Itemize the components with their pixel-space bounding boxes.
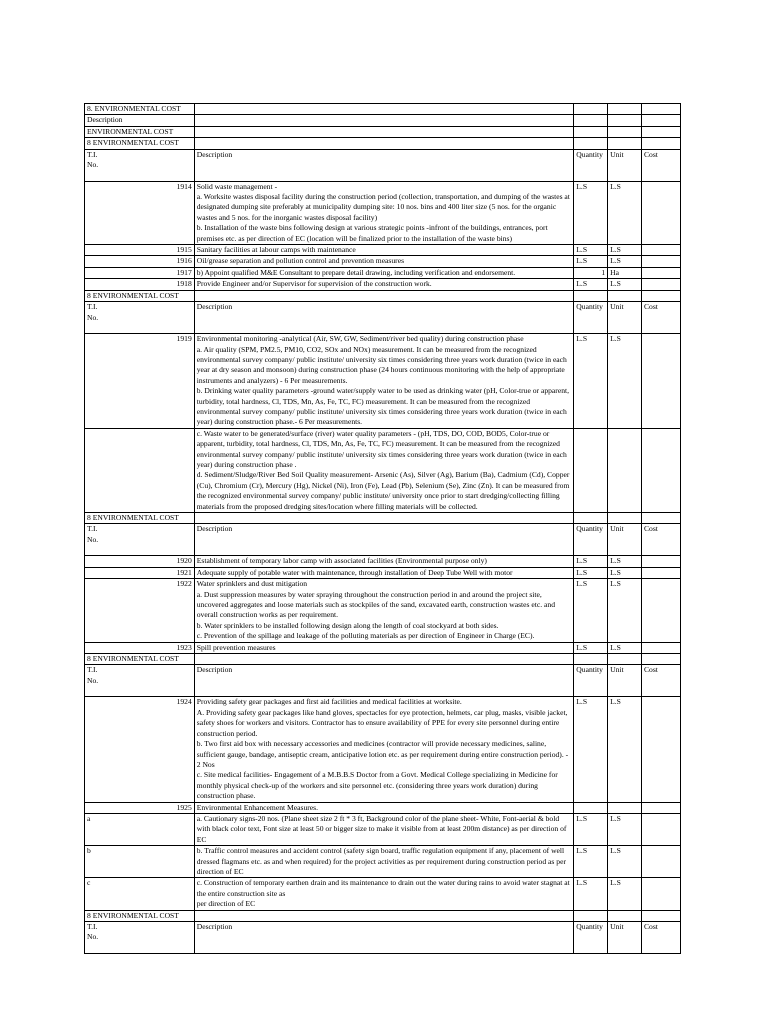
item-number: 1921 [85,567,195,578]
empty-cell [574,910,608,921]
item-quantity: L.S [574,279,608,290]
empty-cell [574,126,608,137]
item-cost [641,567,680,578]
item-cost [641,428,680,512]
item-cost [641,813,680,845]
empty-cell [608,115,642,126]
header-quantity: Quantity [574,665,608,697]
header-description: Description [194,524,574,556]
item-number: 1920 [85,556,195,567]
empty-cell [641,290,680,301]
item-number: b [85,846,195,878]
column-header-row [85,665,681,697]
empty-cell [574,138,608,149]
header-quantity: Quantity [574,149,608,181]
header-unit: Unit [608,149,642,181]
empty-cell [641,138,680,149]
header-description: Description [194,922,574,954]
section-title-row [85,910,681,921]
item-number: 1922 [85,579,195,642]
item-quantity: L.S [574,697,608,802]
item-quantity: L.S [574,878,608,910]
section-title: 8 ENVIRONMENTAL COST [85,290,195,301]
item-quantity: 1 [574,267,608,278]
item-number: 1923 [85,642,195,653]
table-row [85,245,681,256]
item-description: Water sprinklers and dust mitigation a. Dust suppression measures by water spraying throughout the construction period in and around the project site, uncovered aggregates and loose materials such as stockpiles of the sand, excavated earth, construction wastes etc. and overall construction works as per requirement. b. Water sprinklers to be installed following design along the length of coal stockyard at both sides. c. Prevention of the spillage and leakage of the polluting materials as per direction of Engineer in Charge (EC). [194,579,574,642]
empty-cell [608,290,642,301]
item-description: Establishment of temporary labor camp with associated facilities (Environmental purpose only) [194,556,574,567]
empty-cell [574,513,608,524]
empty-cell [641,513,680,524]
table-row [85,428,681,512]
item-quantity: L.S [574,813,608,845]
item-description: b) Appoint qualified M&E Consultant to prepare detail drawing, including verification and endorsement. [194,267,574,278]
item-quantity [574,802,608,813]
table-row [85,697,681,802]
item-description: Environmental monitoring -analytical (Air, SW, GW, Sediment/river bed quality) during construction phase a. Air quality (SPM, PM2.5, PM10, CO2, SOx and NOx) measurement. It can be measured from the recognized environmental survey company/ public institute/ university six times considering three years work duration (twice in each year at dry season and monsoon) during construction phase (24 hours continuous monitoring with the help of appropriate instruments and analyzers) - 6 Per measurements. b. Drinking water quality parameters -ground water/supply water to be used as drinking water (pH, Color-true or apparent, turbidity, total hardness, Cl, TDS, Mn, As, Fe, TC, FC) measurement. It can be measured from the recognized environmental survey company/ public institute/ university six times considering three years work duration (twice in each year) during construction phase.- 6 Per measurements. [194,334,574,429]
empty-cell [194,654,574,665]
section-title-row [85,513,681,524]
item-unit: L.S [608,334,642,429]
item-quantity: L.S [574,556,608,567]
empty-cell [194,104,574,115]
item-description: Spill prevention measures [194,642,574,653]
item-quantity: L.S [574,846,608,878]
item-cost [641,181,680,244]
item-number: 1924 [85,697,195,802]
empty-cell [608,126,642,137]
item-cost [641,579,680,642]
empty-cell [194,115,574,126]
item-unit: L.S [608,642,642,653]
item-cost [641,334,680,429]
item-cost [641,642,680,653]
header-unit: Unit [608,524,642,556]
header-quantity: Quantity [574,524,608,556]
item-description: Providing safety gear packages and first aid facilities and medical facilities at worksite. A. Providing safety gear packages like hand gloves, spectacles for eye protection, helmets, car plug, masks, visible jacket, safety shoes for workers and visitors. Contractor has to ensure availability of PPE for every site personnel during entire construction period. b. Two first aid box with necessary accessories and medicines (contractor will provide necessary medicines, saline, sufficient gauge, bandage, antiseptic cream, anticipative lotion etc. as per requirement during entire construction period). - 2 Nos c. Site medical facilities- Engagement of a M.B.B.S Doctor from a Govt. Medical College specializing in Medicine for monthly physical check-up of the workers and site personnel etc. (considering three years work duration) during construction phase. [194,697,574,802]
empty-cell [608,104,642,115]
section-title-row [85,104,681,115]
item-description: c. Waste water to be generated/surface (river) water quality parameters - (pH, TDS, DO, COD, BOD5, Color-true or apparent, turbidity, total hardness, Cl, TDS, Mn, As, Fe, TC, FC) measurement. It can be measured from the recognized environmental survey company/ public institute/ university six times considering three years work duration (twice in each year) during construction phase . d. Sediment/Sludge/River Bed Soil Quality measurement- Arsenic (As), Silver (Ag), Barium (Ba), Cadmium (Cd), Copper (Cu), Chromium (Cr), Mercury (Hg), Nickel (Ni), Iron (Fe), Lead (Pb), Selenium (Se), Zinc (Zn). It can be measured from the recognized environmental survey company/ public institute/ university once prior to start dredging/collecting filling materials from the proposed dredging sites/location where filling materials will be collected. [194,428,574,512]
item-cost [641,267,680,278]
section-title-row [85,115,681,126]
item-unit: L.S [608,279,642,290]
column-header-row [85,149,681,181]
item-number: 1914 [85,181,195,244]
table-row [85,267,681,278]
empty-cell [194,910,574,921]
header-unit: Unit [608,665,642,697]
header-description: Description [194,665,574,697]
empty-cell [641,654,680,665]
item-cost [641,556,680,567]
item-number: 1916 [85,256,195,267]
table-row [85,579,681,642]
table-row [85,813,681,845]
section-title: 8 ENVIRONMENTAL COST [85,910,195,921]
item-number: 1919 [85,334,195,429]
column-header-row [85,922,681,954]
item-quantity: L.S [574,579,608,642]
table-row [85,567,681,578]
table-row [85,181,681,244]
section-title: Description [85,115,195,126]
item-cost [641,846,680,878]
item-description: b. Traffic control measures and accident control (safety sign board, traffic regulation equipment if any, placement of well dressed flagmans etc. as and when required) for the project activities as per requirement during construction period as per direction of EC [194,846,574,878]
empty-cell [574,654,608,665]
environmental-cost-table [84,103,681,954]
item-quantity: L.S [574,334,608,429]
empty-cell [641,126,680,137]
section-title: 8 ENVIRONMENTAL COST [85,138,195,149]
item-description: Sanitary facilities at labour camps with maintenance [194,245,574,256]
section-title-row [85,654,681,665]
item-unit [608,802,642,813]
empty-cell [194,290,574,301]
item-unit: L.S [608,256,642,267]
header-cost: Cost [641,524,680,556]
section-title: 8. ENVIRONMENTAL COST [85,104,195,115]
item-cost [641,802,680,813]
item-unit: L.S [608,245,642,256]
header-ti-no: T.I. No. [85,302,195,334]
item-number: a [85,813,195,845]
item-description: Environmental Enhancement Measures. [194,802,574,813]
table-row [85,802,681,813]
item-unit [608,428,642,512]
header-ti-no: T.I. No. [85,665,195,697]
item-number: c [85,878,195,910]
empty-cell [608,910,642,921]
column-header-row [85,302,681,334]
item-description: a. Cautionary signs-20 nos. (Plane sheet size 2 ft * 3 ft, Background color of the plane sheet- White, Font-aerial & bold with black color text, Font size at least 50 or bigger size to make it visible from at least 200m distance) as per direction of EC [194,813,574,845]
table-row [85,334,681,429]
item-unit: L.S [608,181,642,244]
header-cost: Cost [641,149,680,181]
header-ti-no: T.I. No. [85,524,195,556]
empty-cell [641,115,680,126]
header-unit: Unit [608,922,642,954]
item-cost [641,279,680,290]
column-header-row [85,524,681,556]
empty-cell [608,654,642,665]
empty-cell [194,513,574,524]
item-cost [641,697,680,802]
item-description: Adequate supply of potable water with maintenance, through installation of Deep Tube Well with motor [194,567,574,578]
item-unit: L.S [608,813,642,845]
item-unit: Ha [608,267,642,278]
table-row [85,878,681,910]
section-title-row [85,138,681,149]
header-ti-no: T.I. No. [85,149,195,181]
item-quantity [574,428,608,512]
item-quantity: L.S [574,181,608,244]
item-number: 1915 [85,245,195,256]
item-quantity: L.S [574,642,608,653]
table-body [85,104,681,954]
item-number: 1918 [85,279,195,290]
table-row [85,279,681,290]
header-cost: Cost [641,922,680,954]
empty-cell [608,513,642,524]
empty-cell [608,138,642,149]
section-title: 8 ENVIRONMENTAL COST [85,654,195,665]
item-description: Provide Engineer and/or Supervisor for supervision of the construction work. [194,279,574,290]
section-title: ENVIRONMENTAL COST [85,126,195,137]
header-description: Description [194,302,574,334]
section-title-row [85,290,681,301]
empty-cell [641,910,680,921]
item-cost [641,878,680,910]
item-description: Oil/grease separation and pollution control and prevention measures [194,256,574,267]
table-row [85,256,681,267]
header-unit: Unit [608,302,642,334]
table-row [85,556,681,567]
table-row [85,642,681,653]
header-cost: Cost [641,302,680,334]
empty-cell [574,115,608,126]
table-row [85,846,681,878]
item-cost [641,256,680,267]
header-quantity: Quantity [574,922,608,954]
item-unit: L.S [608,579,642,642]
header-quantity: Quantity [574,302,608,334]
item-description: Solid waste management - a. Worksite wastes disposal facility during the construction period (collection, transportation, and dumping of the wastes at designated dumping site preferably at municipality dumping site: 10 nos. bins and 400 liter size (5 nos. for the organic wastes and 5 nos. for the inorganic wastes disposal facility) b. Installation of the waste bins following design at various strategic points -infront of the buildings, entrances, port premises etc. as per direction of EC (location will be finalized prior to the installation of the waste bins) [194,181,574,244]
item-number: 1917 [85,267,195,278]
section-title: 8 ENVIRONMENTAL COST [85,513,195,524]
section-title-row [85,126,681,137]
item-unit: L.S [608,567,642,578]
item-number [85,428,195,512]
item-quantity: L.S [574,567,608,578]
empty-cell [574,104,608,115]
empty-cell [194,126,574,137]
header-description: Description [194,149,574,181]
header-ti-no: T.I. No. [85,922,195,954]
empty-cell [574,290,608,301]
item-number: 1925 [85,802,195,813]
empty-cell [194,138,574,149]
item-unit: L.S [608,878,642,910]
item-cost [641,245,680,256]
item-unit: L.S [608,556,642,567]
empty-cell [641,104,680,115]
item-unit: L.S [608,697,642,802]
item-quantity: L.S [574,256,608,267]
item-description: c. Construction of temporary earthen drain and its maintenance to drain out the water during rains to avoid water stagnat at the entire construction site as per direction of EC [194,878,574,910]
item-quantity: L.S [574,245,608,256]
item-unit: L.S [608,846,642,878]
header-cost: Cost [641,665,680,697]
